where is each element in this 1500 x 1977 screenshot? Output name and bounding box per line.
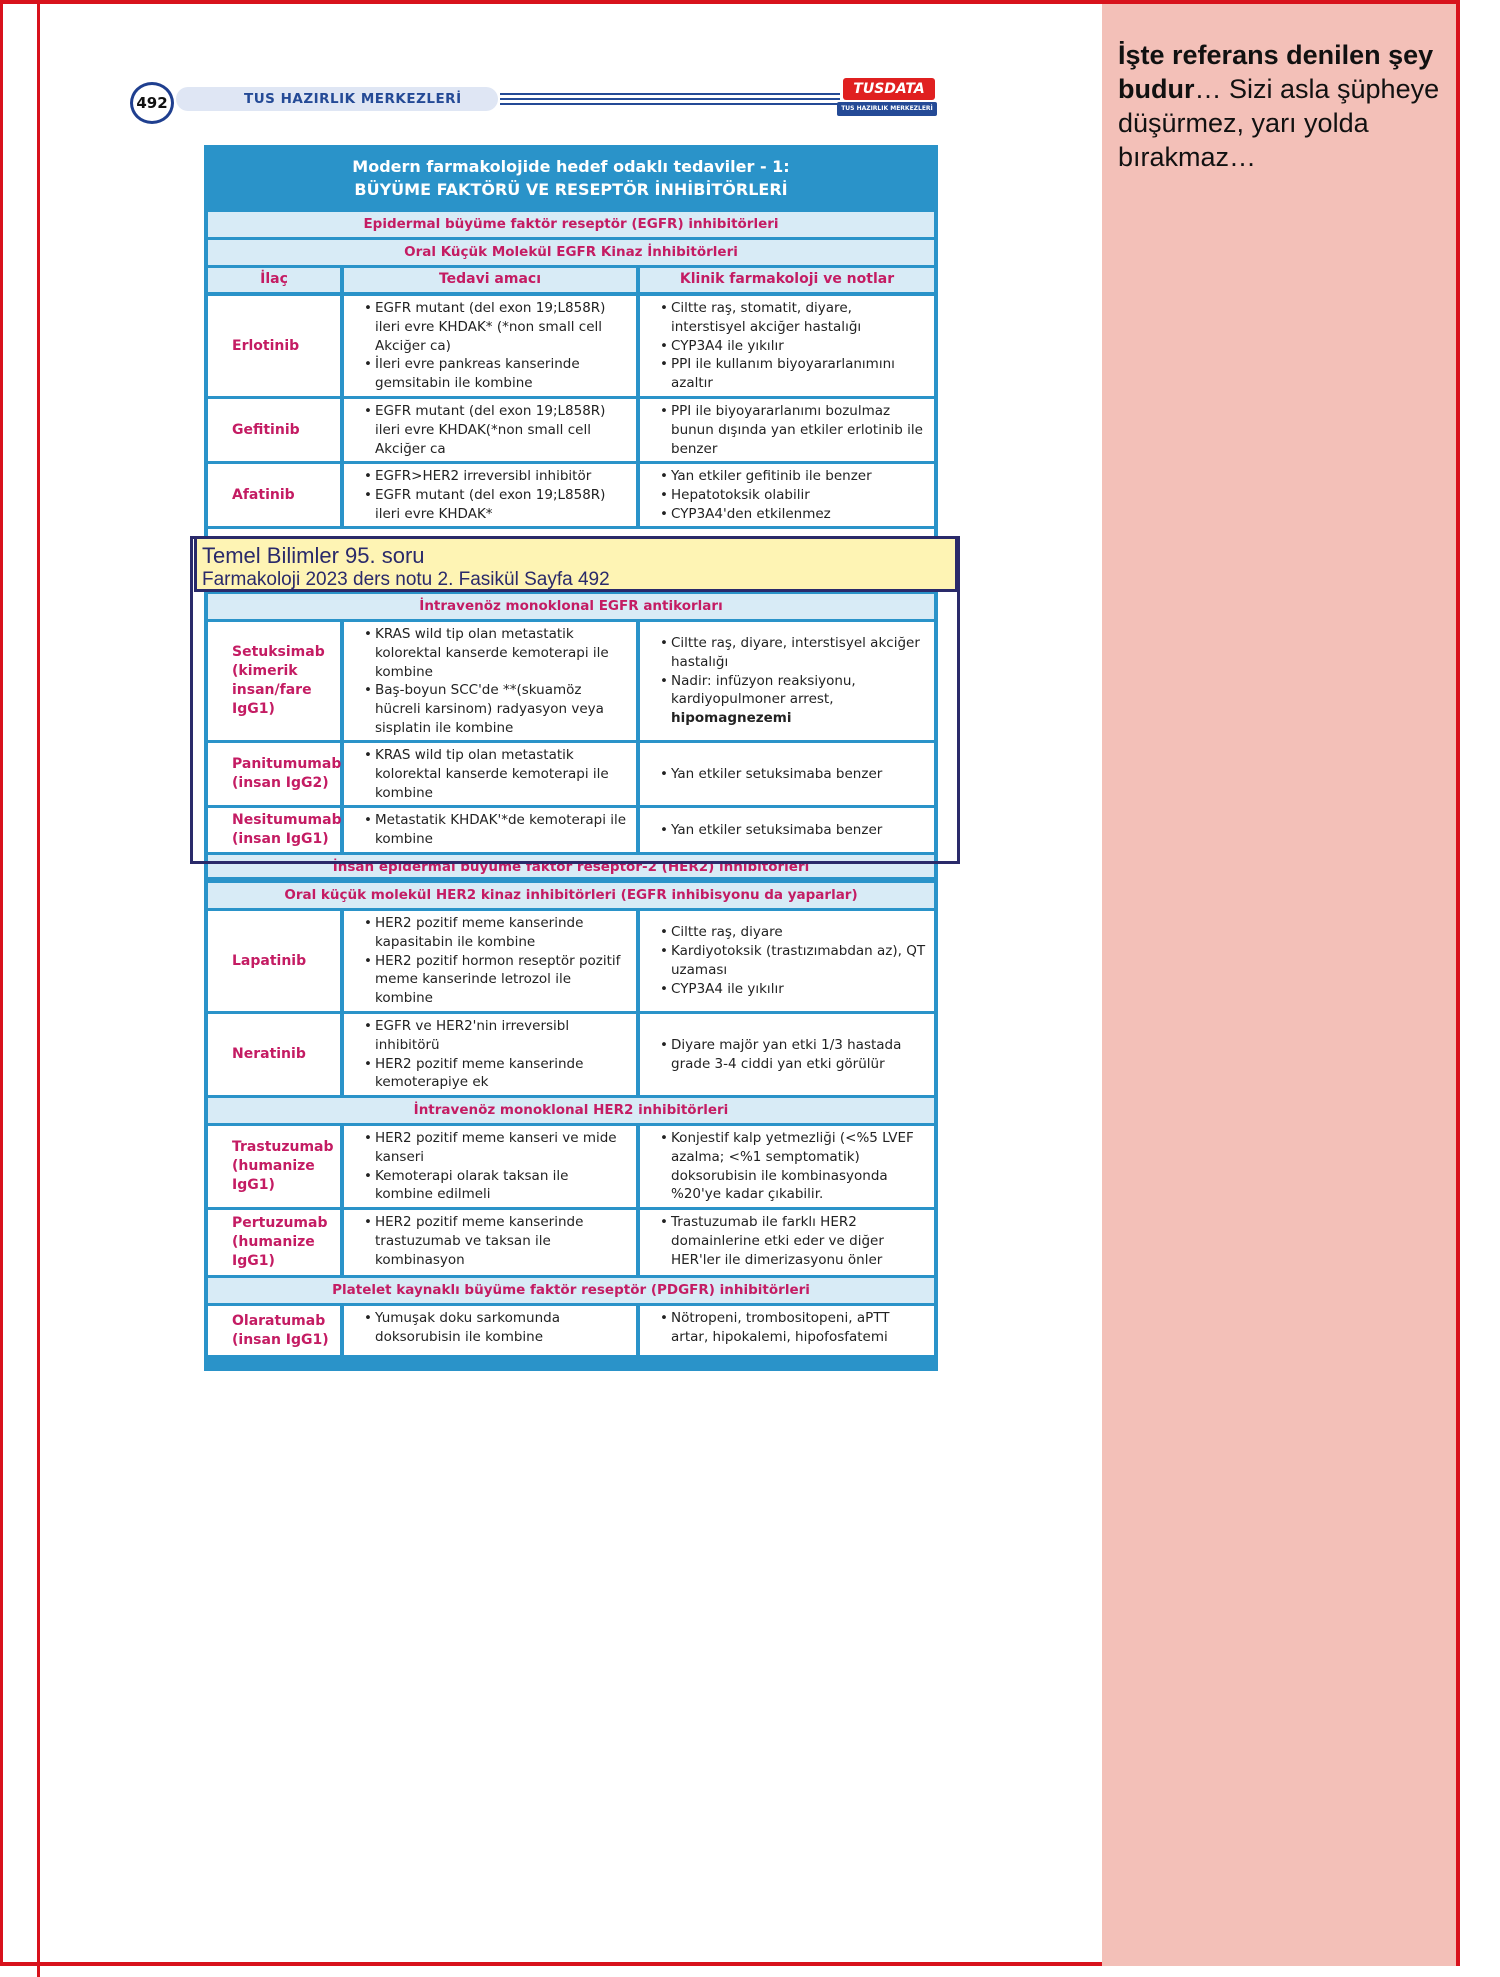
notes-lapatinib bbox=[640, 911, 934, 1011]
list-item: • HER2 pozitif meme kanserinde kemoterapiye ek bbox=[364, 1055, 630, 1093]
notes-erlotinib bbox=[640, 296, 934, 396]
aim-trastuzumab bbox=[344, 1126, 636, 1207]
list-item: • HER2 pozitif meme kanseri ve mide kanseri bbox=[364, 1129, 630, 1167]
list-item: • Metastatik KHDAK'*de kemoterapi ile kombine bbox=[364, 811, 630, 849]
list-item: • Kemoterapi olarak taksan ile kombine edilmeli bbox=[364, 1167, 630, 1205]
band-pdgfr: Platelet kaynaklı büyüme faktör reseptör (PDGFR) inhibitörleri bbox=[208, 1278, 934, 1303]
list-item: • HER2 pozitif hormon reseptör pozitif meme kanserinde letrozol ile kombine bbox=[364, 952, 630, 1008]
column-header-notes: Klinik farmakoloji ve notlar bbox=[640, 268, 934, 292]
drug-name-line: Trastuzumab bbox=[232, 1139, 334, 1155]
reference-note bbox=[194, 536, 958, 592]
list-item: • HER2 pozitif meme kanserinde kapasitabin ile kombine bbox=[364, 914, 630, 952]
header-title: TUS HAZIRLIK MERKEZLERİ bbox=[244, 91, 462, 107]
drug-name-line: insan/fare bbox=[232, 682, 312, 698]
band-iv-egfr: İntravenöz monoklonal EGFR antikorları bbox=[208, 594, 934, 619]
header-rule bbox=[500, 98, 840, 100]
list-item: • Ciltte raş, stomatit, diyare, interstisyel akciğer hastalığı bbox=[660, 299, 928, 337]
drug-trastuzumab bbox=[208, 1126, 340, 1207]
list-item: • PPI ile biyoyararlanımı bozulmaz bunun dışında yan etkiler erlotinib ile benzer bbox=[660, 402, 928, 458]
page-number: 492 bbox=[130, 82, 174, 124]
column-header-drug: İlaç bbox=[208, 268, 340, 292]
drug-name-line: (insan IgG2) bbox=[232, 775, 329, 791]
header-rule bbox=[500, 93, 840, 95]
drug-name-line: (kimerik bbox=[232, 663, 298, 679]
list-item: • HER2 pozitif meme kanserinde trastuzumab ve taksan ile kombinasyon bbox=[364, 1213, 630, 1269]
list-item: • EGFR mutant (del exon 19;L858R) ileri evre KHDAK* (*non small cell Akciğer ca) bbox=[364, 299, 630, 355]
column-header-aim: Tedavi amacı bbox=[344, 268, 636, 292]
drug-olaratumab bbox=[208, 1306, 340, 1355]
reference-note-line2: Farmakoloji 2023 ders notu 2. Fasikül Sayfa 492 bbox=[202, 569, 610, 590]
aim-olaratumab bbox=[344, 1306, 636, 1355]
list-item: • EGFR mutant (del exon 19;L858R) ileri evre KHDAK* bbox=[364, 486, 630, 524]
reference-note-line1: Temel Bilimler 95. soru bbox=[202, 543, 425, 568]
list-item: • PPI ile kullanım biyoyararlanımını azaltır bbox=[660, 355, 928, 393]
notes-gefitinib bbox=[640, 399, 934, 461]
list-item: • Diyare majör yan etki 1/3 hastada grade 3-4 ciddi yan etki görülür bbox=[660, 1036, 928, 1074]
list-item: • KRAS wild tip olan metastatik kolorektal kanserde kemoterapi ile kombine bbox=[364, 625, 630, 681]
notes-afatinib bbox=[640, 464, 934, 526]
band-iv-her2: İntravenöz monoklonal HER2 inhibitörleri bbox=[208, 1098, 934, 1123]
list-item: • Trastuzumab ile farklı HER2 domainlerine etki eder ve diğer HER'ler ile dimerizasyonu önler bbox=[660, 1213, 928, 1269]
aim-gefitinib bbox=[344, 399, 636, 461]
sidebar-note bbox=[1118, 38, 1448, 174]
drug-name-line: Setuksimab bbox=[232, 644, 325, 660]
list-item: • Baş-boyun SCC'de **(skuamöz hücreli karsinom) radyasyon veya sisplatin ile kombine bbox=[364, 681, 630, 737]
list-item: • CYP3A4 ile yıkılır bbox=[660, 337, 928, 356]
drug-name-line: (humanize bbox=[232, 1234, 315, 1250]
drug-name-line: (humanize bbox=[232, 1158, 315, 1174]
drug-name-line: IgG1) bbox=[232, 1177, 275, 1193]
table-title-line1: Modern farmakolojide hedef odaklı tedaviler - 1: bbox=[352, 157, 790, 176]
notes-text: Nadir: infüzyon reaksiyonu, kardiyopulmoner arrest, bbox=[671, 672, 856, 708]
list-item: • Nötropeni, trombositopeni, aPTT artar, hipokalemi, hipofosfatemi bbox=[660, 1309, 928, 1347]
aim-pertuzumab bbox=[344, 1210, 636, 1275]
sidebar-note-rest: … Sizi asla şüpheye düşürmez, yarı yolda bırakmaz… bbox=[1118, 74, 1440, 172]
list-item: • CYP3A4'den etkilenmez bbox=[660, 505, 928, 524]
drug-erlotinib: Erlotinib bbox=[208, 296, 340, 396]
list-item: • Ciltte raş, diyare, interstisyel akciğer hastalığı bbox=[660, 634, 928, 672]
aim-neratinib bbox=[344, 1014, 636, 1095]
drug-name-line: (insan IgG1) bbox=[232, 1331, 329, 1348]
list-item: • Yan etkiler setuksimaba benzer bbox=[660, 821, 882, 840]
list-item: • Yan etkiler setuksimaba benzer bbox=[660, 765, 882, 784]
drug-name-line: Panitumumab bbox=[232, 756, 342, 772]
logo-text: TUSDATA bbox=[843, 78, 935, 100]
table-title-line2: BÜYÜME FAKTÖRÜ VE RESEPTÖR İNHİBİTÖRLERİ bbox=[354, 180, 788, 199]
drug-lapatinib: Lapatinib bbox=[208, 911, 340, 1011]
sidebar-note-bold: İşte referans denilen şey budur bbox=[1118, 40, 1434, 104]
drug-name-line: IgG1) bbox=[232, 1253, 275, 1269]
aim-erlotinib bbox=[344, 296, 636, 396]
table-title bbox=[204, 145, 938, 211]
drug-name-line: Pertuzumab bbox=[232, 1215, 328, 1231]
aim-lapatinib bbox=[344, 911, 636, 1011]
list-item: • EGFR ve HER2'nin irreversibl inhibitörü bbox=[364, 1017, 630, 1055]
band-oral-her2: Oral küçük molekül HER2 kinaz inhibitörleri (EGFR inhibisyonu da yaparlar) bbox=[208, 883, 934, 908]
list-item: • Kardiyotoksik (trastızımabdan az), QT uzaması bbox=[660, 942, 928, 980]
list-item: • Ciltte raş, diyare bbox=[660, 923, 928, 942]
drug-afatinib: Afatinib bbox=[208, 464, 340, 526]
drug-name-line: IgG1) bbox=[232, 701, 275, 717]
list-item: • EGFR mutant (del exon 19;L858R) ileri evre KHDAK(*non small cell Akciğer ca bbox=[364, 402, 630, 458]
band-her2: İnsan epidermal büyüme faktör reseptör-2 (HER2) inhibitörleri bbox=[208, 855, 934, 877]
list-item: • Yan etkiler gefitinib ile benzer bbox=[660, 467, 928, 486]
drug-neratinib: Neratinib bbox=[208, 1014, 340, 1095]
band-oral-egfr: Oral Küçük Molekül EGFR Kinaz İnhibitörleri bbox=[208, 240, 934, 265]
header-rule bbox=[500, 103, 840, 105]
drug-name-line: Nesitumumab bbox=[232, 812, 342, 828]
drug-name-line: (insan IgG1) bbox=[232, 831, 329, 847]
list-item: • CYP3A4 ile yıkılır bbox=[660, 980, 928, 999]
notes-trastuzumab bbox=[640, 1126, 934, 1207]
drug-pertuzumab bbox=[208, 1210, 340, 1275]
left-border bbox=[37, 0, 40, 1977]
drug-name-line: Olaratumab bbox=[232, 1312, 326, 1329]
drug-gefitinib: Gefitinib bbox=[208, 399, 340, 461]
notes-bold: hipomagnezemi bbox=[671, 710, 792, 727]
list-item: • Yumuşak doku sarkomunda doksorubisin ile kombine bbox=[364, 1309, 630, 1347]
band-egfr: Epidermal büyüme faktör reseptör (EGFR) inhibitörleri bbox=[208, 212, 934, 237]
logo-subtext: TUS HAZIRLIK MERKEZLERİ bbox=[837, 102, 937, 116]
notes-pertuzumab bbox=[640, 1210, 934, 1275]
list-item: • İleri evre pankreas kanserinde gemsitabin ile kombine bbox=[364, 355, 630, 393]
notes-olaratumab bbox=[640, 1306, 934, 1355]
list-item: • KRAS wild tip olan metastatik kolorektal kanserde kemoterapi ile kombine bbox=[364, 746, 630, 802]
list-item: • Konjestif kalp yetmezliği (<%5 LVEF azalma; <%1 semptomatik) doksorubisin ile kombinasyonda %20'ye kadar çıkabilir. bbox=[660, 1129, 928, 1204]
list-item: • EGFR>HER2 irreversibl inhibitör bbox=[364, 467, 630, 486]
list-item: • Hepatotoksik olabilir bbox=[660, 486, 928, 505]
aim-afatinib bbox=[344, 464, 636, 526]
tusdata-logo bbox=[833, 78, 937, 120]
sidebar-panel bbox=[1102, 4, 1456, 1966]
notes-neratinib bbox=[640, 1014, 934, 1095]
